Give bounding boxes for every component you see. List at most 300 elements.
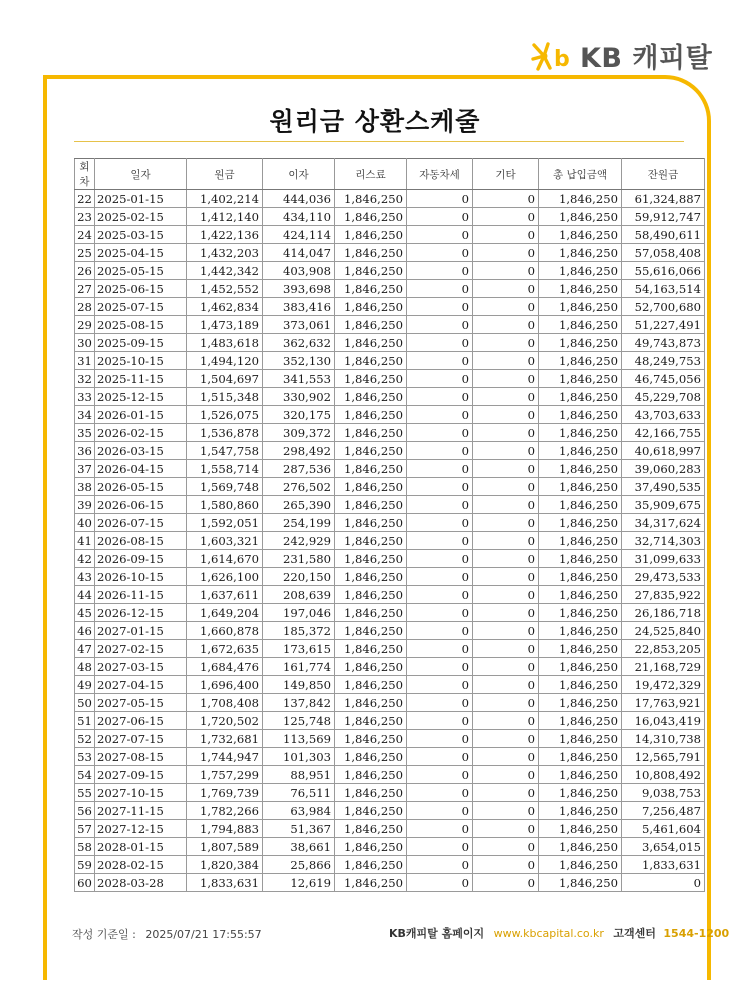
table-cell: 1,558,714 — [187, 460, 263, 478]
table-cell: 2025-02-15 — [95, 208, 187, 226]
table-row — [75, 640, 705, 658]
table-cell: 31 — [75, 352, 95, 370]
table-row — [75, 208, 705, 226]
homepage-link[interactable]: www.kbcapital.co.kr — [493, 927, 604, 940]
table-row — [75, 766, 705, 784]
table-cell: 0 — [407, 640, 473, 658]
table-row — [75, 658, 705, 676]
table-cell: 1,757,299 — [187, 766, 263, 784]
table-cell: 1,846,250 — [539, 190, 622, 208]
table-cell: 0 — [473, 316, 539, 334]
table-cell: 45,229,708 — [622, 388, 705, 406]
table-cell: 51,367 — [263, 820, 335, 838]
table-row — [75, 514, 705, 532]
column-header: 회차 — [75, 159, 95, 190]
table-cell: 0 — [473, 406, 539, 424]
table-cell: 1,846,250 — [539, 316, 622, 334]
table-cell: 1,672,635 — [187, 640, 263, 658]
table-cell: 0 — [473, 190, 539, 208]
table-cell: 2025-06-15 — [95, 280, 187, 298]
table-row — [75, 496, 705, 514]
table-cell: 26 — [75, 262, 95, 280]
table-cell: 1,846,250 — [335, 640, 407, 658]
table-cell: 1,846,250 — [335, 568, 407, 586]
table-cell: 88,951 — [263, 766, 335, 784]
table-cell: 1,846,250 — [335, 532, 407, 550]
table-cell: 2027-07-15 — [95, 730, 187, 748]
table-cell: 53 — [75, 748, 95, 766]
table-cell: 0 — [407, 442, 473, 460]
table-cell: 0 — [407, 532, 473, 550]
table-cell: 1,626,100 — [187, 568, 263, 586]
table-cell: 0 — [407, 514, 473, 532]
table-cell: 1,846,250 — [539, 784, 622, 802]
table-cell: 1,846,250 — [539, 496, 622, 514]
table-cell: 0 — [473, 226, 539, 244]
table-cell: 54,163,514 — [622, 280, 705, 298]
table-cell: 383,416 — [263, 298, 335, 316]
table-cell: 0 — [407, 190, 473, 208]
table-cell: 2025-08-15 — [95, 316, 187, 334]
table-cell: 2027-06-15 — [95, 712, 187, 730]
table-cell: 59 — [75, 856, 95, 874]
table-cell: 1,637,611 — [187, 586, 263, 604]
table-cell: 309,372 — [263, 424, 335, 442]
table-cell: 58,490,611 — [622, 226, 705, 244]
table-cell: 1,846,250 — [335, 388, 407, 406]
table-cell: 0 — [407, 694, 473, 712]
table-cell: 0 — [473, 460, 539, 478]
column-header: 리스료 — [335, 159, 407, 190]
table-cell: 41 — [75, 532, 95, 550]
table-cell: 2026-12-15 — [95, 604, 187, 622]
table-cell: 1,846,250 — [539, 460, 622, 478]
table-cell: 0 — [473, 820, 539, 838]
table-cell: 44 — [75, 586, 95, 604]
table-cell: 24 — [75, 226, 95, 244]
table-row — [75, 298, 705, 316]
table-cell: 59,912,747 — [622, 208, 705, 226]
table-cell: 341,553 — [263, 370, 335, 388]
table-cell: 54 — [75, 766, 95, 784]
table-row — [75, 730, 705, 748]
table-cell: 1,846,250 — [539, 856, 622, 874]
table-row — [75, 370, 705, 388]
column-header: 이자 — [263, 159, 335, 190]
table-cell: 1,547,758 — [187, 442, 263, 460]
table-cell: 1,846,250 — [539, 730, 622, 748]
table-cell: 2026-03-15 — [95, 442, 187, 460]
table-cell: 1,708,408 — [187, 694, 263, 712]
table-cell: 0 — [473, 424, 539, 442]
table-cell: 2026-11-15 — [95, 586, 187, 604]
table-cell: 0 — [407, 478, 473, 496]
table-cell: 12,565,791 — [622, 748, 705, 766]
table-cell: 1,846,250 — [335, 190, 407, 208]
table-cell: 0 — [407, 280, 473, 298]
table-cell: 1,846,250 — [335, 874, 407, 892]
table-cell: 1,846,250 — [335, 208, 407, 226]
table-cell: 55,616,066 — [622, 262, 705, 280]
table-cell: 1,846,250 — [539, 586, 622, 604]
table-cell: 1,846,250 — [539, 352, 622, 370]
table-cell: 1,846,250 — [335, 262, 407, 280]
table-cell: 2028-02-15 — [95, 856, 187, 874]
table-cell: 414,047 — [263, 244, 335, 262]
table-cell: 1,462,834 — [187, 298, 263, 316]
table-cell: 0 — [622, 874, 705, 892]
table-cell: 434,110 — [263, 208, 335, 226]
table-cell: 320,175 — [263, 406, 335, 424]
table-cell: 2025-07-15 — [95, 298, 187, 316]
column-header: 총 납입금액 — [539, 159, 622, 190]
table-cell: 0 — [407, 370, 473, 388]
table-cell: 0 — [407, 550, 473, 568]
table-cell: 0 — [407, 244, 473, 262]
table-row — [75, 478, 705, 496]
table-cell: 43 — [75, 568, 95, 586]
table-row — [75, 712, 705, 730]
table-cell: 0 — [473, 568, 539, 586]
table-cell: 42 — [75, 550, 95, 568]
table-cell: 39,060,283 — [622, 460, 705, 478]
table-row — [75, 226, 705, 244]
table-cell: 2027-10-15 — [95, 784, 187, 802]
table-cell: 1,846,250 — [335, 820, 407, 838]
table-row — [75, 568, 705, 586]
table-cell: 0 — [407, 208, 473, 226]
table-cell: 36 — [75, 442, 95, 460]
table-cell: 2025-11-15 — [95, 370, 187, 388]
cs-phone[interactable]: 1544-1200 — [663, 927, 730, 940]
table-cell: 1,846,250 — [539, 874, 622, 892]
table-cell: 39 — [75, 496, 95, 514]
table-cell: 1,592,051 — [187, 514, 263, 532]
table-cell: 32 — [75, 370, 95, 388]
table-cell: 1,846,250 — [335, 244, 407, 262]
table-cell: 1,846,250 — [539, 640, 622, 658]
table-cell: 0 — [473, 838, 539, 856]
table-cell: 1,526,075 — [187, 406, 263, 424]
table-cell: 1,846,250 — [335, 460, 407, 478]
table-cell: 1,720,502 — [187, 712, 263, 730]
table-cell: 1,846,250 — [335, 784, 407, 802]
table-cell: 0 — [473, 748, 539, 766]
table-cell: 298,492 — [263, 442, 335, 460]
table-cell: 46,745,056 — [622, 370, 705, 388]
table-cell: 29,473,533 — [622, 568, 705, 586]
table-cell: 0 — [407, 424, 473, 442]
kb-capital-logo — [530, 36, 712, 75]
table-cell: 2025-05-15 — [95, 262, 187, 280]
table-cell: 14,310,738 — [622, 730, 705, 748]
table-cell: 1,483,618 — [187, 334, 263, 352]
table-row — [75, 334, 705, 352]
created-label: 작성 기준일 : — [72, 928, 136, 941]
table-row — [75, 388, 705, 406]
table-cell: 9,038,753 — [622, 784, 705, 802]
table-cell: 1,846,250 — [335, 676, 407, 694]
table-cell: 2025-09-15 — [95, 334, 187, 352]
table-cell: 21,168,729 — [622, 658, 705, 676]
table-row — [75, 676, 705, 694]
table-cell: 0 — [473, 370, 539, 388]
table-cell: 34 — [75, 406, 95, 424]
table-cell: 40 — [75, 514, 95, 532]
table-cell: 1,412,140 — [187, 208, 263, 226]
table-cell: 1,846,250 — [335, 370, 407, 388]
table-cell: 0 — [473, 712, 539, 730]
table-cell: 25,866 — [263, 856, 335, 874]
created-value: 2025/07/21 17:55:57 — [145, 928, 262, 941]
table-cell: 1,402,214 — [187, 190, 263, 208]
table-cell: 52,700,680 — [622, 298, 705, 316]
table-cell: 56 — [75, 802, 95, 820]
table-cell: 276,502 — [263, 478, 335, 496]
table-cell: 1,846,250 — [539, 244, 622, 262]
table-cell: 1,846,250 — [335, 316, 407, 334]
table-row — [75, 802, 705, 820]
table-row — [75, 532, 705, 550]
table-cell: 2026-04-15 — [95, 460, 187, 478]
table-cell: 2027-05-15 — [95, 694, 187, 712]
table-cell: 2026-02-15 — [95, 424, 187, 442]
table-row — [75, 604, 705, 622]
table-cell: 47 — [75, 640, 95, 658]
table-cell: 0 — [473, 262, 539, 280]
table-cell: 0 — [473, 856, 539, 874]
table-cell: 0 — [407, 802, 473, 820]
table-cell: 49 — [75, 676, 95, 694]
table-cell: 1,846,250 — [539, 226, 622, 244]
footer-contact — [389, 925, 729, 941]
table-cell: 2026-05-15 — [95, 478, 187, 496]
table-cell: 1,442,342 — [187, 262, 263, 280]
table-row — [75, 874, 705, 892]
table-cell: 1,494,120 — [187, 352, 263, 370]
table-cell: 0 — [407, 856, 473, 874]
table-cell: 40,618,997 — [622, 442, 705, 460]
table-row — [75, 820, 705, 838]
table-cell: 173,615 — [263, 640, 335, 658]
repayment-schedule-table — [74, 158, 705, 892]
table-row — [75, 424, 705, 442]
table-cell: 1,846,250 — [335, 514, 407, 532]
table-cell: 0 — [473, 514, 539, 532]
table-cell: 1,846,250 — [539, 568, 622, 586]
table-cell: 1,432,203 — [187, 244, 263, 262]
table-cell: 48,249,753 — [622, 352, 705, 370]
table-cell: 37,490,535 — [622, 478, 705, 496]
table-row — [75, 460, 705, 478]
table-cell: 0 — [407, 568, 473, 586]
table-cell: 208,639 — [263, 586, 335, 604]
table-cell: 2028-03-28 — [95, 874, 187, 892]
table-cell: 0 — [473, 694, 539, 712]
table-cell: 0 — [407, 460, 473, 478]
column-header: 원금 — [187, 159, 263, 190]
table-cell: 2026-08-15 — [95, 532, 187, 550]
table-cell: 2026-10-15 — [95, 568, 187, 586]
table-cell: 0 — [473, 676, 539, 694]
table-cell: 1,614,670 — [187, 550, 263, 568]
table-cell: 23 — [75, 208, 95, 226]
table-cell: 0 — [473, 658, 539, 676]
table-cell: 1,846,250 — [335, 298, 407, 316]
cs-label: 고객센터 — [613, 927, 656, 940]
table-cell: 0 — [407, 766, 473, 784]
table-cell: 1,452,552 — [187, 280, 263, 298]
table-cell: 51 — [75, 712, 95, 730]
table-cell: 1,846,250 — [335, 658, 407, 676]
table-cell: 113,569 — [263, 730, 335, 748]
table-cell: 31,099,633 — [622, 550, 705, 568]
table-cell: 1,782,266 — [187, 802, 263, 820]
table-cell: 0 — [407, 352, 473, 370]
table-cell: 0 — [407, 784, 473, 802]
table-cell: 287,536 — [263, 460, 335, 478]
table-cell: 22,853,205 — [622, 640, 705, 658]
table-cell: 2027-02-15 — [95, 640, 187, 658]
table-cell: 0 — [407, 316, 473, 334]
table-cell: 0 — [407, 712, 473, 730]
table-cell: 1,846,250 — [539, 424, 622, 442]
column-header: 자동차세 — [407, 159, 473, 190]
table-cell: 1,833,631 — [187, 874, 263, 892]
table-cell: 0 — [407, 622, 473, 640]
table-cell: 10,808,492 — [622, 766, 705, 784]
table-cell: 57,058,408 — [622, 244, 705, 262]
table-cell: 197,046 — [263, 604, 335, 622]
table-cell: 45 — [75, 604, 95, 622]
table-cell: 1,846,250 — [335, 406, 407, 424]
table-cell: 30 — [75, 334, 95, 352]
table-cell: 1,846,250 — [539, 298, 622, 316]
table-cell: 1,846,250 — [335, 838, 407, 856]
table-cell: 2025-03-15 — [95, 226, 187, 244]
table-cell: 1,807,589 — [187, 838, 263, 856]
table-row — [75, 784, 705, 802]
table-row — [75, 856, 705, 874]
table-cell: 2027-12-15 — [95, 820, 187, 838]
table-cell: 1,846,250 — [335, 280, 407, 298]
table-cell: 60 — [75, 874, 95, 892]
table-cell: 1,769,739 — [187, 784, 263, 802]
table-cell: 1,794,883 — [187, 820, 263, 838]
column-header: 일자 — [95, 159, 187, 190]
table-cell: 0 — [473, 244, 539, 262]
table-cell: 5,461,604 — [622, 820, 705, 838]
table-cell: 185,372 — [263, 622, 335, 640]
table-cell: 1,515,348 — [187, 388, 263, 406]
table-row — [75, 280, 705, 298]
table-cell: 7,256,487 — [622, 802, 705, 820]
table-cell: 2027-03-15 — [95, 658, 187, 676]
table-cell: 1,846,250 — [335, 856, 407, 874]
table-cell: 1,846,250 — [539, 334, 622, 352]
table-cell: 444,036 — [263, 190, 335, 208]
table-cell: 0 — [473, 298, 539, 316]
table-row — [75, 838, 705, 856]
table-cell: 1,846,250 — [335, 478, 407, 496]
table-cell: 1,820,384 — [187, 856, 263, 874]
table-cell: 0 — [473, 334, 539, 352]
table-cell: 1,536,878 — [187, 424, 263, 442]
table-cell: 1,846,250 — [335, 766, 407, 784]
table-cell: 393,698 — [263, 280, 335, 298]
table-cell: 362,632 — [263, 334, 335, 352]
table-cell: 1,569,748 — [187, 478, 263, 496]
title-divider — [74, 141, 684, 142]
table-cell: 149,850 — [263, 676, 335, 694]
table-cell: 58 — [75, 838, 95, 856]
table-cell: 3,654,015 — [622, 838, 705, 856]
table-cell: 0 — [473, 622, 539, 640]
table-cell: 63,984 — [263, 802, 335, 820]
table-cell: 1,473,189 — [187, 316, 263, 334]
table-cell: 265,390 — [263, 496, 335, 514]
homepage-label: KB캐피탈 홈페이지 — [389, 927, 485, 940]
table-cell: 0 — [407, 334, 473, 352]
table-cell: 1,846,250 — [539, 658, 622, 676]
table-cell: 125,748 — [263, 712, 335, 730]
table-cell: 0 — [473, 208, 539, 226]
table-row — [75, 748, 705, 766]
table-cell: 137,842 — [263, 694, 335, 712]
table-cell: 42,166,755 — [622, 424, 705, 442]
table-cell: 38,661 — [263, 838, 335, 856]
table-cell: 35 — [75, 424, 95, 442]
table-row — [75, 442, 705, 460]
logo-text: KB 캐피탈 — [580, 43, 713, 74]
table-cell: 1,422,136 — [187, 226, 263, 244]
table-cell: 1,846,250 — [335, 496, 407, 514]
table-cell: 1,504,697 — [187, 370, 263, 388]
table-cell: 1,846,250 — [539, 712, 622, 730]
kb-star-icon — [530, 39, 576, 73]
table-cell: 1,696,400 — [187, 676, 263, 694]
table-cell: 0 — [473, 766, 539, 784]
table-cell: 1,660,878 — [187, 622, 263, 640]
table-cell: 52 — [75, 730, 95, 748]
table-cell: 27 — [75, 280, 95, 298]
table-cell: 1,846,250 — [335, 424, 407, 442]
table-cell: 0 — [407, 730, 473, 748]
table-cell: 1,846,250 — [539, 802, 622, 820]
table-cell: 373,061 — [263, 316, 335, 334]
table-cell: 22 — [75, 190, 95, 208]
table-cell: 1,846,250 — [335, 334, 407, 352]
table-cell: 1,846,250 — [335, 712, 407, 730]
table-cell: 1,846,250 — [539, 478, 622, 496]
table-cell: 1,846,250 — [539, 766, 622, 784]
table-cell: 1,846,250 — [335, 226, 407, 244]
table-header-row — [75, 159, 705, 190]
table-cell: 2026-07-15 — [95, 514, 187, 532]
table-row — [75, 550, 705, 568]
table-row — [75, 622, 705, 640]
column-header: 잔원금 — [622, 159, 705, 190]
table-cell: 2028-01-15 — [95, 838, 187, 856]
table-cell: 2025-04-15 — [95, 244, 187, 262]
table-cell: 2026-06-15 — [95, 496, 187, 514]
table-cell: 16,043,419 — [622, 712, 705, 730]
table-cell: 0 — [473, 604, 539, 622]
table-cell: 2027-09-15 — [95, 766, 187, 784]
table-cell: 220,150 — [263, 568, 335, 586]
table-cell: 0 — [473, 352, 539, 370]
table-cell: 0 — [407, 604, 473, 622]
